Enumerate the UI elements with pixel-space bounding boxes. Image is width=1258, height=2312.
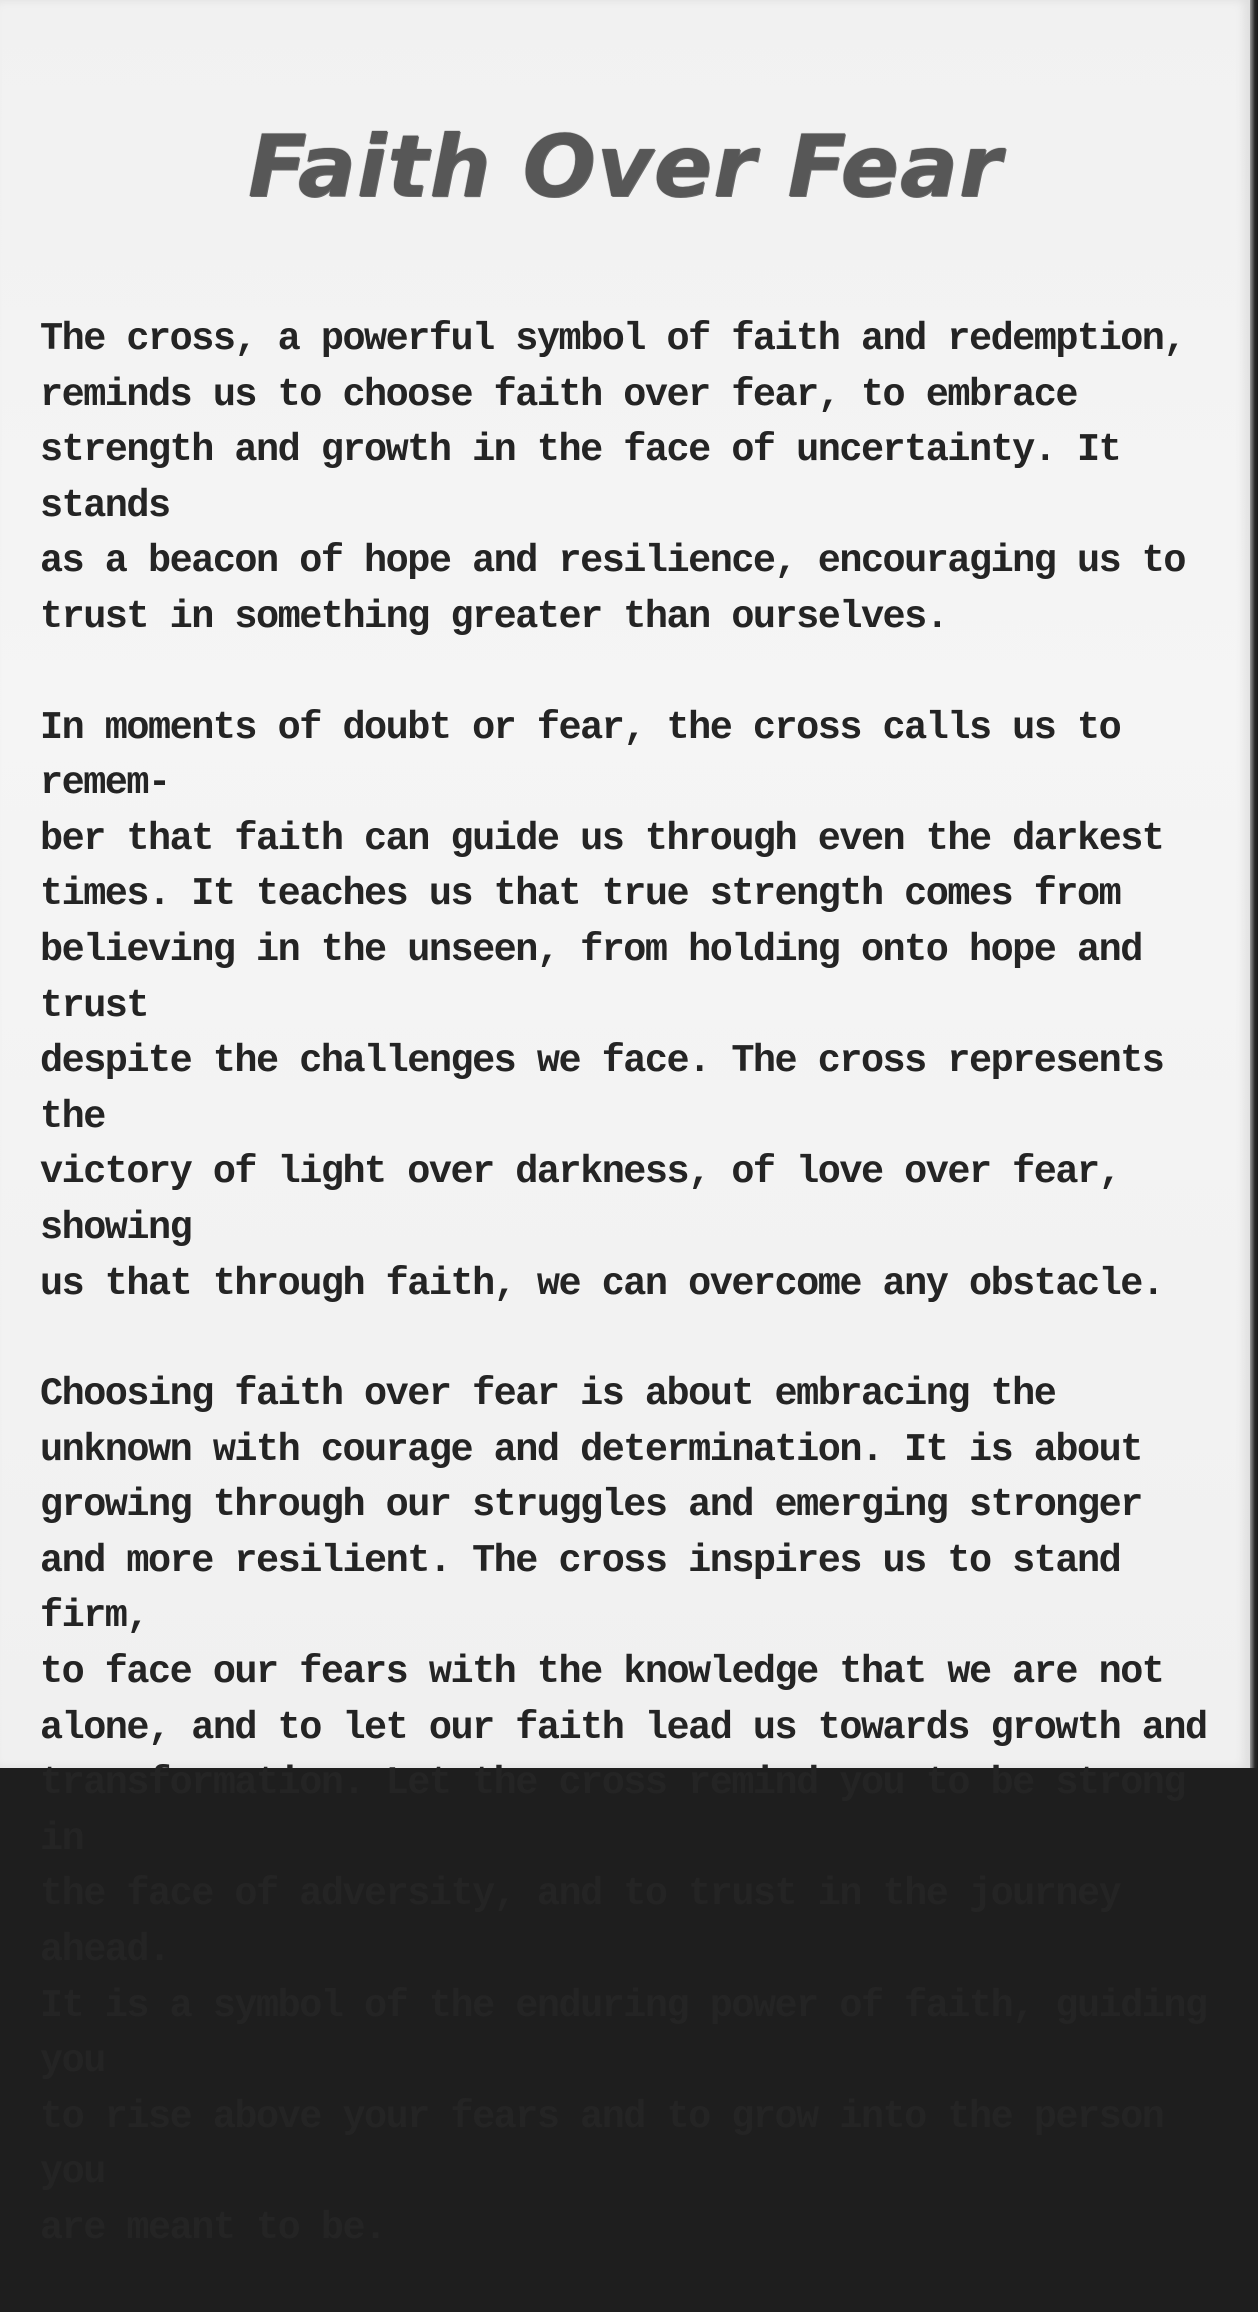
- paragraph-3: Choosing faith over fear is about embracing the unknown with courage and determination. It is about growing through our struggles and emerging stronger and more resilient. The cross inspires us to stand firm, to face our fears with the knowledge that we are not alone, and to let our faith lead us towards growth and transformation. Let the cross remind you to be strong in the face of adversity, and to trust in the journey ahead. It is a symbol of the enduring power of faith, guiding you to rise above your fears and to grow into the person you are meant to be.: [40, 1372, 1207, 2250]
- paragraph-2: In moments of doubt or fear, the cross calls us to remem- ber that faith can guide us through even the darkest times. It teaches us that true strength comes from believing in the unseen, from holding onto hope and trust despite the challenges we face. The cross represents the victory of light over darkness, of love over fear, showing us that through faith, we can overcome any obstacle.: [40, 705, 1164, 1306]
- page-title: Faith Over Fear: [247, 117, 1003, 217]
- body-text: [40, 312, 1235, 2312]
- page-edge-shadow: [1250, 0, 1258, 1768]
- paragraph-1: The cross, a powerful symbol of faith and redemption, reminds us to choose faith over fear, to embrace strength and growth in the face of uncertainty. It stands as a beacon of hope and resilience, encouraging us to trust in something greater than ourselves.: [40, 317, 1185, 639]
